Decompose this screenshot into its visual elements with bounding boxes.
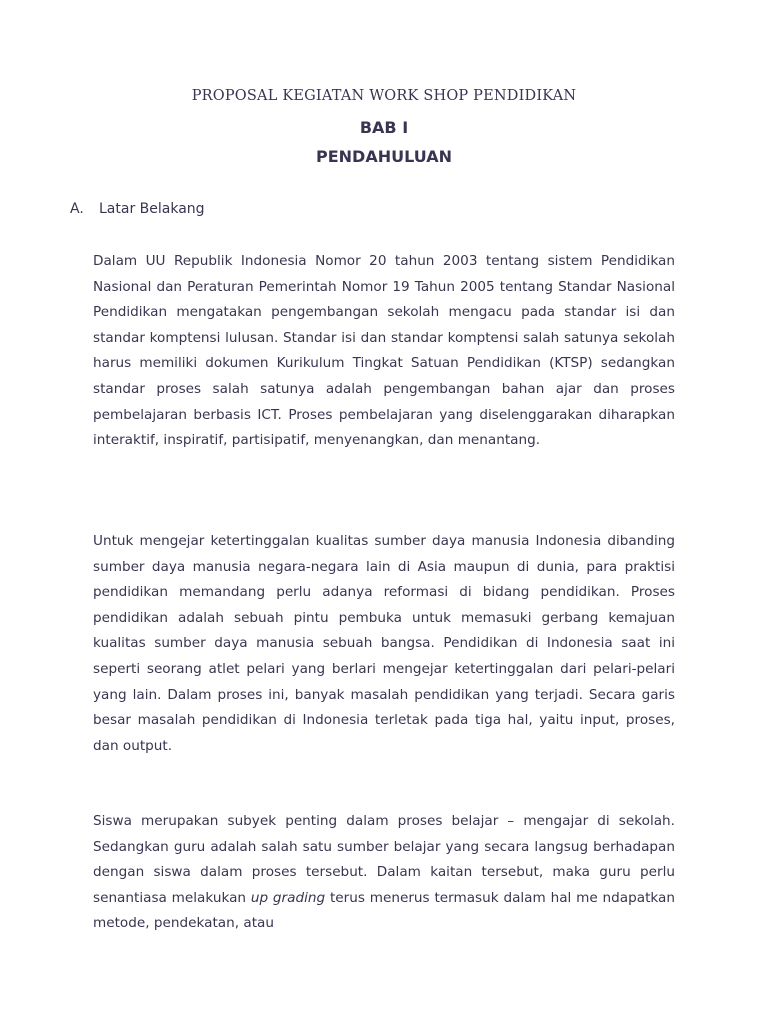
chapter-number: BAB I: [359, 118, 409, 137]
paragraph-3-emphasis: up grading: [250, 889, 326, 906]
section-number: A.: [70, 201, 84, 217]
paragraph-1: Dalam UU Republik Indonesia Nomor 20 tahun 2003 tentang sistem Pendidikan Nasional dan Peraturan Pemerintah Nomor 19 Tahun 2005 tentang Standar Nasional Pendidikan mengatakan pengembangan sekolah mengacu pada standar isi dan standar komptensi lulusan. Standar isi dan standar komptensi salah satunya sekolah harus memiliki dokumen Kurikulum Tingkat Satuan Pendidikan (KTSP) sedangkan standar proses salah satunya adalah pengembangan bahan ajar dan proses pembelajaran berbasis ICT. Proses pembelajaran yang diselenggarakan diharapkan interaktif, inspiratif, partisipatif, menyenangkan, dan menantang.: [93, 253, 675, 449]
proposal-title: PROPOSAL KEGIATAN WORK SHOP PENDIDIKAN: [191, 88, 577, 104]
chapter-title: PENDAHULUAN: [316, 147, 452, 166]
paragraph-3-text-end: terus menerus termasuk dalam hal me ndapatkan metode, pendekatan, atau: [93, 889, 675, 932]
paragraph-2: Untuk mengejar ketertinggalan kualitas sumber daya manusia Indonesia dibanding sumber daya manusia negara-negara lain di Asia maupun di dunia, para praktisi pendidikan memandang perlu adanya reformasi di bidang pendidikan. Proses pendidikan adalah sebuah pintu pembuka untuk memasuki gerbang kemajuan kualitas sumber daya manusia sebuah bangsa. Pendidikan di Indonesia saat ini seperti seorang atlet pelari yang berlari mengejar ketertinggalan dari pelari-pelari yang lain. Dalam proses ini, banyak masalah pendidikan yang terjadi. Secara garis besar masalah pendidikan di Indonesia terletak pada tiga hal, yaitu input, proses, dan output.: [93, 533, 675, 754]
section-title: Latar Belakang: [99, 201, 205, 217]
section-heading: [70, 201, 205, 217]
paragraph-3-text-start: Siswa merupakan subyek penting dalam proses belajar – mengajar di sekolah. Sedangkan guru adalah salah satu sumber belajar yang secara langsug berhadapan dengan siswa dalam proses tersebut. Dalam kaitan tersebut, maka guru perlu senantiasa melakukan: [93, 813, 675, 906]
paragraph-3: [93, 809, 675, 937]
